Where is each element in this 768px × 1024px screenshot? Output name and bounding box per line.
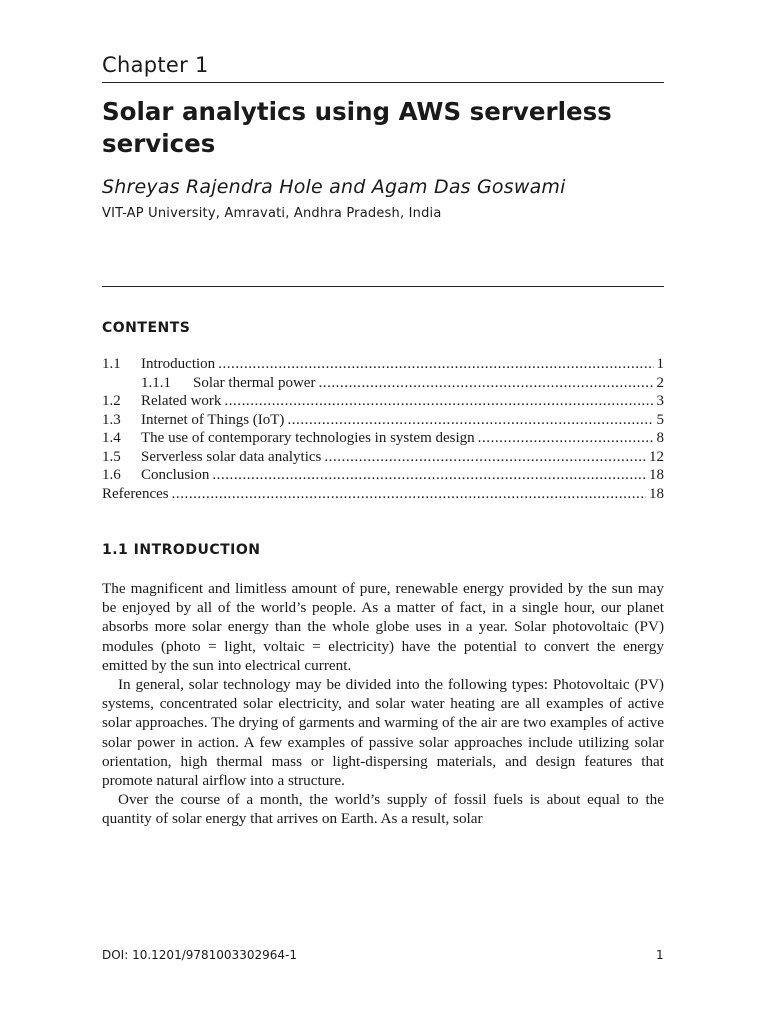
paragraph: In general, solar technology may be divided into the following types: Photovoltaic (PV) systems, concentrated solar electricity, and solar water heating are all examples of active solar approaches. The drying of garments and warming of the air are two examples of active solar power in action. A few examples of passive solar approaches include utilizing solar orientation, high thermal mass or light-dispersing materials, and design features that promote natural airflow into a structure. (102, 676, 664, 790)
toc-page: 2 (656, 374, 664, 391)
affiliation: VIT-AP University, Amravati, Andhra Pradesh, India (102, 206, 442, 221)
top-divider (102, 82, 664, 83)
toc-number: 1.2 (102, 393, 121, 409)
toc-entry[interactable] (102, 486, 664, 505)
toc-leader (324, 449, 646, 466)
toc-leader (212, 467, 646, 484)
page-number: 1 (656, 948, 664, 962)
toc-leader (224, 393, 653, 410)
authors: Shreyas Rajendra Hole and Agam Das Goswami (102, 176, 566, 198)
toc-number: 1.1.1 (141, 374, 171, 391)
body-text (102, 579, 664, 829)
toc-leader (287, 412, 653, 429)
toc-entry[interactable] (102, 412, 664, 431)
paragraph: Over the course of a month, the world’s supply of fossil fuels is about equal to the quantity of solar energy that arrives on Earth. As a result, solar (102, 791, 664, 828)
toc-title: Internet of Things (IoT) (141, 411, 285, 428)
toc-title: Solar thermal power (193, 374, 316, 391)
toc-number: 1.3 (102, 411, 121, 428)
toc-title: References (102, 485, 169, 502)
toc-number: 1.5 (102, 448, 121, 465)
toc-number: 1.4 (102, 430, 121, 446)
toc-entry[interactable] (102, 393, 664, 412)
chapter-title: Solar analytics using AWS serverless services (102, 97, 612, 158)
toc-title: The use of contemporary technologies in system design (141, 430, 475, 446)
toc-number: 1.1 (102, 356, 121, 372)
toc-leader (478, 430, 654, 447)
toc-page: 5 (656, 411, 664, 428)
toc-leader (218, 356, 653, 373)
toc-page: 18 (649, 485, 664, 502)
toc-leader (318, 375, 653, 392)
chapter-label: Chapter 1 (102, 53, 209, 77)
toc-leader (172, 486, 646, 503)
section-heading: 1.1 INTRODUCTION (102, 542, 261, 558)
toc-title: Introduction (141, 356, 216, 372)
paragraph: The magnificent and limitless amount of pure, renewable energy provided by the sun may be enjoyed by all of the world’s people. As a matter of fact, in a single hour, our planet absorbs more solar energy than the whole globe uses in a year. Solar photovoltaic (PV) modules (photo = light, voltaic = electricity) have the potential to convert the energy emitted by the sun into electrical current. (102, 580, 664, 674)
toc-title: Related work (141, 393, 222, 409)
toc-number: 1.6 (102, 467, 121, 483)
toc-page: 3 (656, 393, 664, 409)
toc-entry[interactable] (102, 467, 664, 486)
toc-page: 1 (656, 356, 664, 372)
toc-entry[interactable] (102, 449, 664, 468)
toc-page: 12 (649, 448, 664, 465)
toc-entry[interactable] (102, 430, 664, 449)
contents-divider (102, 286, 664, 287)
toc-title: Serverless solar data analytics (141, 448, 322, 465)
toc-entry[interactable] (102, 375, 664, 394)
doi-footer: DOI: 10.1201/9781003302964-1 (102, 948, 297, 962)
toc-page: 18 (649, 467, 664, 483)
contents-heading: CONTENTS (102, 320, 191, 336)
toc-entry[interactable] (102, 356, 664, 375)
toc-page: 8 (656, 430, 664, 446)
table-of-contents (102, 356, 664, 504)
toc-title: Conclusion (141, 467, 210, 483)
